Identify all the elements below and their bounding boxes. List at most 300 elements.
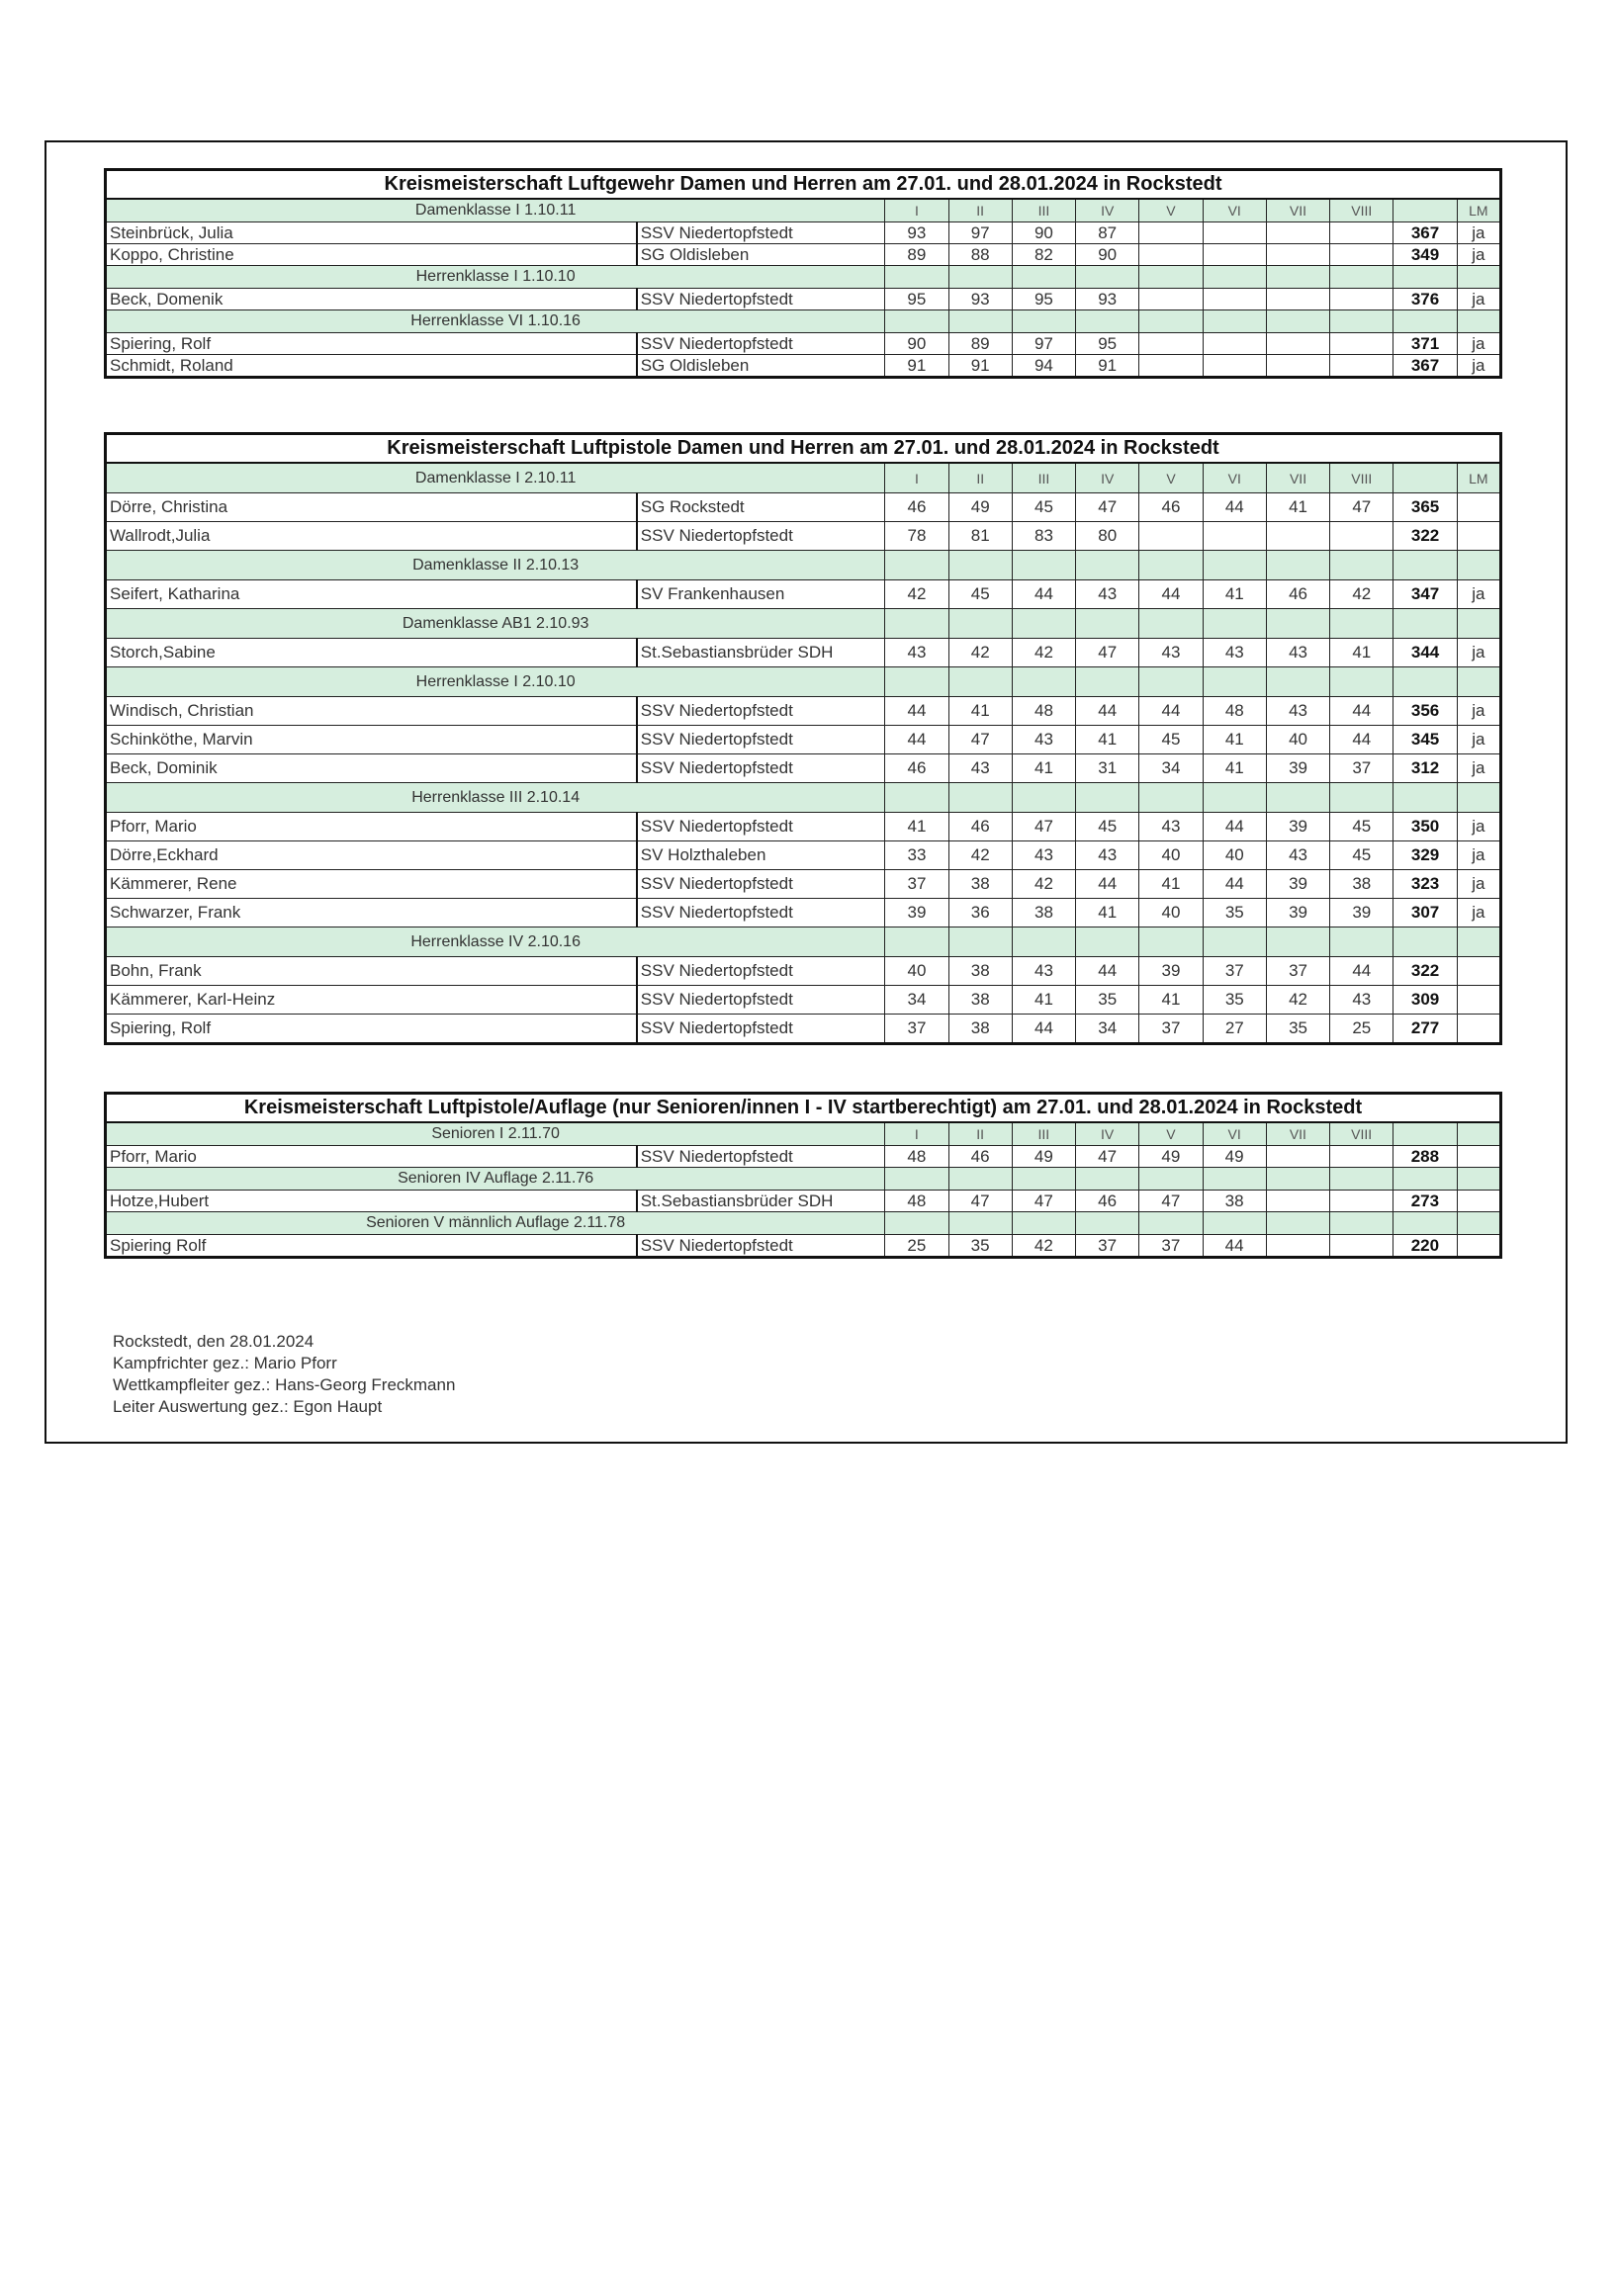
series-score: 44 bbox=[1139, 697, 1203, 726]
athlete-row bbox=[106, 222, 1501, 244]
series-score: 37 bbox=[1330, 754, 1393, 783]
series-score bbox=[1203, 289, 1266, 310]
series-score bbox=[1330, 1146, 1393, 1168]
athlete-row bbox=[106, 870, 1501, 899]
class-label: Damenklasse II 2.10.13 bbox=[106, 551, 885, 580]
series-score: 37 bbox=[1139, 1015, 1203, 1044]
club-name: SSV Niedertopfstedt bbox=[637, 899, 885, 927]
series-header: VII bbox=[1266, 463, 1329, 493]
table-title: Kreismeisterschaft Luftgewehr Damen und Herren am 27.01. und 28.01.2024 in Rockstedt bbox=[106, 170, 1501, 200]
series-score: 89 bbox=[948, 333, 1012, 355]
series-score bbox=[1266, 333, 1329, 355]
series-score: 44 bbox=[1330, 697, 1393, 726]
lm-qualification bbox=[1457, 493, 1500, 522]
signature-footer bbox=[113, 1331, 455, 1418]
lm-header: LM bbox=[1457, 463, 1500, 493]
series-score: 44 bbox=[885, 697, 948, 726]
series-score: 41 bbox=[1076, 899, 1139, 927]
luftpistole-auflage-results-table bbox=[104, 1092, 1502, 1259]
club-name: SSV Niedertopfstedt bbox=[637, 697, 885, 726]
series-score bbox=[1203, 333, 1266, 355]
athlete-name: Dörre, Christina bbox=[106, 493, 637, 522]
series-score: 37 bbox=[1076, 1235, 1139, 1258]
class-header-row bbox=[106, 1122, 1501, 1146]
series-score: 34 bbox=[1076, 1015, 1139, 1044]
club-name: St.Sebastiansbrüder SDH bbox=[637, 1191, 885, 1212]
club-name: SSV Niedertopfstedt bbox=[637, 333, 885, 355]
series-score: 48 bbox=[885, 1146, 948, 1168]
series-score: 41 bbox=[885, 813, 948, 841]
series-header-blank bbox=[1076, 609, 1139, 639]
series-score: 45 bbox=[948, 580, 1012, 609]
series-score: 41 bbox=[1330, 639, 1393, 667]
total-score: 376 bbox=[1393, 289, 1457, 310]
club-name: SSV Niedertopfstedt bbox=[637, 1235, 885, 1258]
athlete-name: Windisch, Christian bbox=[106, 697, 637, 726]
series-header: VI bbox=[1203, 1122, 1266, 1146]
series-header-blank bbox=[1203, 1168, 1266, 1191]
series-score: 42 bbox=[885, 580, 948, 609]
series-score: 35 bbox=[1266, 1015, 1329, 1044]
athlete-name: Beck, Dominik bbox=[106, 754, 637, 783]
lm-header-blank bbox=[1457, 667, 1500, 697]
lm-qualification: ja bbox=[1457, 754, 1500, 783]
athlete-name: Pforr, Mario bbox=[106, 813, 637, 841]
series-score: 46 bbox=[1266, 580, 1329, 609]
series-score: 44 bbox=[885, 726, 948, 754]
lm-qualification: ja bbox=[1457, 580, 1500, 609]
lm-qualification: ja bbox=[1457, 333, 1500, 355]
class-label: Herrenklasse III 2.10.14 bbox=[106, 783, 885, 813]
athlete-row bbox=[106, 726, 1501, 754]
series-score: 43 bbox=[1330, 986, 1393, 1015]
total-score: 277 bbox=[1393, 1015, 1457, 1044]
series-score: 40 bbox=[1203, 841, 1266, 870]
series-score: 49 bbox=[1012, 1146, 1075, 1168]
series-score: 43 bbox=[1266, 639, 1329, 667]
series-score: 47 bbox=[1012, 1191, 1075, 1212]
series-score: 44 bbox=[1330, 726, 1393, 754]
series-score: 91 bbox=[1076, 355, 1139, 378]
series-score: 42 bbox=[948, 639, 1012, 667]
series-score bbox=[1330, 1191, 1393, 1212]
series-score bbox=[1139, 244, 1203, 266]
series-score bbox=[1330, 355, 1393, 378]
series-header-blank bbox=[1266, 551, 1329, 580]
lm-qualification: ja bbox=[1457, 726, 1500, 754]
total-score: 329 bbox=[1393, 841, 1457, 870]
series-header: V bbox=[1139, 199, 1203, 222]
series-header-blank bbox=[1012, 927, 1075, 957]
series-score bbox=[1330, 244, 1393, 266]
series-score bbox=[1139, 289, 1203, 310]
series-header-blank bbox=[1139, 1212, 1203, 1235]
series-header-blank bbox=[1330, 609, 1393, 639]
series-score: 44 bbox=[1076, 697, 1139, 726]
series-score: 83 bbox=[1012, 522, 1075, 551]
series-score: 95 bbox=[885, 289, 948, 310]
total-score: 288 bbox=[1393, 1146, 1457, 1168]
athlete-name: Koppo, Christine bbox=[106, 244, 637, 266]
series-score: 42 bbox=[1012, 870, 1075, 899]
athlete-row bbox=[106, 333, 1501, 355]
series-score: 45 bbox=[1330, 813, 1393, 841]
table-title: Kreismeisterschaft Luftpistole Damen und Herren am 27.01. und 28.01.2024 in Rockstedt bbox=[106, 434, 1501, 464]
lm-qualification: ja bbox=[1457, 355, 1500, 378]
club-name: SSV Niedertopfstedt bbox=[637, 1015, 885, 1044]
series-score: 37 bbox=[1203, 957, 1266, 986]
series-header-blank bbox=[948, 1212, 1012, 1235]
series-score: 94 bbox=[1012, 355, 1075, 378]
series-score: 41 bbox=[1139, 870, 1203, 899]
series-score: 35 bbox=[1203, 899, 1266, 927]
series-score: 42 bbox=[1330, 580, 1393, 609]
lm-qualification: ja bbox=[1457, 289, 1500, 310]
class-label: Herrenklasse IV 2.10.16 bbox=[106, 927, 885, 957]
series-score: 47 bbox=[1076, 493, 1139, 522]
series-header-blank bbox=[948, 310, 1012, 333]
club-name: SSV Niedertopfstedt bbox=[637, 289, 885, 310]
series-score: 48 bbox=[885, 1191, 948, 1212]
club-name: SSV Niedertopfstedt bbox=[637, 1146, 885, 1168]
series-score: 37 bbox=[885, 870, 948, 899]
club-name: SG Oldisleben bbox=[637, 244, 885, 266]
class-label: Senioren IV Auflage 2.11.76 bbox=[106, 1168, 885, 1191]
series-header: V bbox=[1139, 463, 1203, 493]
lm-qualification bbox=[1457, 522, 1500, 551]
series-header: VII bbox=[1266, 199, 1329, 222]
lm-qualification bbox=[1457, 1146, 1501, 1168]
series-score bbox=[1330, 522, 1393, 551]
series-score: 46 bbox=[948, 1146, 1012, 1168]
series-score: 37 bbox=[885, 1015, 948, 1044]
club-name: SSV Niedertopfstedt bbox=[637, 813, 885, 841]
athlete-name: Beck, Domenik bbox=[106, 289, 637, 310]
series-score: 49 bbox=[948, 493, 1012, 522]
total-header-blank bbox=[1393, 310, 1457, 333]
class-label: Senioren I 2.11.70 bbox=[106, 1122, 885, 1146]
series-score: 44 bbox=[1076, 870, 1139, 899]
series-score: 46 bbox=[1139, 493, 1203, 522]
series-score: 47 bbox=[948, 726, 1012, 754]
series-header-blank bbox=[1076, 1212, 1139, 1235]
series-score: 44 bbox=[1330, 957, 1393, 986]
series-score: 78 bbox=[885, 522, 948, 551]
series-header-blank bbox=[1266, 783, 1329, 813]
series-header-blank bbox=[1076, 667, 1139, 697]
series-score: 46 bbox=[1076, 1191, 1139, 1212]
total-score: 365 bbox=[1393, 493, 1457, 522]
series-score: 41 bbox=[1012, 754, 1075, 783]
series-score: 43 bbox=[1139, 639, 1203, 667]
club-name: SSV Niedertopfstedt bbox=[637, 986, 885, 1015]
class-header-row bbox=[106, 609, 1501, 639]
athlete-name: Wallrodt,Julia bbox=[106, 522, 637, 551]
series-score: 35 bbox=[948, 1235, 1012, 1258]
athlete-name: Steinbrück, Julia bbox=[106, 222, 637, 244]
total-header-blank bbox=[1393, 927, 1457, 957]
series-score: 45 bbox=[1139, 726, 1203, 754]
lm-qualification: ja bbox=[1457, 870, 1500, 899]
lm-qualification: ja bbox=[1457, 841, 1500, 870]
series-header-blank bbox=[1012, 310, 1075, 333]
series-header-blank bbox=[948, 1168, 1012, 1191]
series-header-blank bbox=[1076, 783, 1139, 813]
series-header-blank bbox=[1139, 1168, 1203, 1191]
series-score: 40 bbox=[1139, 899, 1203, 927]
total-score: 345 bbox=[1393, 726, 1457, 754]
table-title: Kreismeisterschaft Luftpistole/Auflage (nur Senioren/innen I - IV startberechtigt) am 27.01. und 28.01.2024 in Rockstedt bbox=[106, 1094, 1501, 1123]
series-header-blank bbox=[1330, 667, 1393, 697]
series-header-blank bbox=[1330, 1212, 1393, 1235]
series-header-blank bbox=[1012, 609, 1075, 639]
athlete-name: Kämmerer, Karl-Heinz bbox=[106, 986, 637, 1015]
series-score: 41 bbox=[1139, 986, 1203, 1015]
series-score: 97 bbox=[948, 222, 1012, 244]
series-score: 25 bbox=[885, 1235, 948, 1258]
lm-qualification bbox=[1457, 1015, 1500, 1044]
series-header-blank bbox=[1203, 609, 1266, 639]
athlete-name: Schwarzer, Frank bbox=[106, 899, 637, 927]
series-header-blank bbox=[1203, 1212, 1266, 1235]
athlete-row bbox=[106, 1015, 1501, 1044]
series-score: 88 bbox=[948, 244, 1012, 266]
lm-qualification bbox=[1457, 957, 1500, 986]
total-header-blank bbox=[1393, 1212, 1457, 1235]
series-score bbox=[1266, 289, 1329, 310]
series-score: 97 bbox=[1012, 333, 1075, 355]
series-header-blank bbox=[885, 266, 948, 289]
series-score: 44 bbox=[1203, 493, 1266, 522]
series-score: 44 bbox=[1203, 870, 1266, 899]
series-score: 43 bbox=[1012, 726, 1075, 754]
athlete-name: Schmidt, Roland bbox=[106, 355, 637, 378]
series-score: 49 bbox=[1203, 1146, 1266, 1168]
series-score bbox=[1266, 522, 1329, 551]
club-name: SSV Niedertopfstedt bbox=[637, 522, 885, 551]
series-score: 39 bbox=[1139, 957, 1203, 986]
series-header-blank bbox=[885, 783, 948, 813]
series-score: 48 bbox=[1203, 697, 1266, 726]
lm-qualification bbox=[1457, 1235, 1501, 1258]
series-score: 43 bbox=[948, 754, 1012, 783]
club-name: SV Holzthaleben bbox=[637, 841, 885, 870]
series-score: 82 bbox=[1012, 244, 1075, 266]
total-score: 322 bbox=[1393, 957, 1457, 986]
series-header-blank bbox=[1203, 551, 1266, 580]
series-score: 89 bbox=[885, 244, 948, 266]
series-header-blank bbox=[1012, 1168, 1075, 1191]
athlete-row bbox=[106, 957, 1501, 986]
series-header-blank bbox=[885, 551, 948, 580]
total-score: 350 bbox=[1393, 813, 1457, 841]
footer-place-date: Rockstedt, den 28.01.2024 bbox=[113, 1332, 315, 1351]
total-score: 309 bbox=[1393, 986, 1457, 1015]
class-label: Senioren V männlich Auflage 2.11.78 bbox=[106, 1212, 885, 1235]
series-header: II bbox=[948, 1122, 1012, 1146]
athlete-row bbox=[106, 355, 1501, 378]
lm-header-blank bbox=[1457, 551, 1500, 580]
series-header-blank bbox=[948, 667, 1012, 697]
class-header-row bbox=[106, 783, 1501, 813]
total-header-blank bbox=[1393, 667, 1457, 697]
series-score: 90 bbox=[1076, 244, 1139, 266]
series-score: 25 bbox=[1330, 1015, 1393, 1044]
series-score bbox=[1330, 289, 1393, 310]
lm-header-blank bbox=[1457, 609, 1500, 639]
athlete-row bbox=[106, 1146, 1501, 1168]
series-header: V bbox=[1139, 1122, 1203, 1146]
athlete-row bbox=[106, 841, 1501, 870]
lm-header-blank bbox=[1457, 783, 1500, 813]
total-score: 367 bbox=[1393, 355, 1457, 378]
luftpistole-results-table bbox=[104, 432, 1502, 1045]
series-score: 39 bbox=[1266, 754, 1329, 783]
series-score: 43 bbox=[885, 639, 948, 667]
series-header-blank bbox=[1139, 783, 1203, 813]
series-score bbox=[1266, 244, 1329, 266]
athlete-row bbox=[106, 244, 1501, 266]
series-header-blank bbox=[1139, 551, 1203, 580]
series-score: 38 bbox=[1330, 870, 1393, 899]
series-score bbox=[1330, 333, 1393, 355]
athlete-row bbox=[106, 813, 1501, 841]
club-name: SG Oldisleben bbox=[637, 355, 885, 378]
lm-qualification: ja bbox=[1457, 222, 1500, 244]
lm-qualification: ja bbox=[1457, 899, 1500, 927]
series-header-blank bbox=[1139, 667, 1203, 697]
athlete-row bbox=[106, 1191, 1501, 1212]
series-score: 47 bbox=[1012, 813, 1075, 841]
total-score: 356 bbox=[1393, 697, 1457, 726]
total-score: 322 bbox=[1393, 522, 1457, 551]
series-score: 34 bbox=[885, 986, 948, 1015]
series-score bbox=[1266, 1235, 1329, 1258]
series-score: 81 bbox=[948, 522, 1012, 551]
athlete-name: Dörre,Eckhard bbox=[106, 841, 637, 870]
athlete-row bbox=[106, 899, 1501, 927]
series-score: 45 bbox=[1330, 841, 1393, 870]
series-score: 34 bbox=[1139, 754, 1203, 783]
series-score: 43 bbox=[1266, 697, 1329, 726]
series-header: VIII bbox=[1330, 463, 1393, 493]
series-score: 40 bbox=[1139, 841, 1203, 870]
athlete-row bbox=[106, 522, 1501, 551]
series-header-blank bbox=[1203, 310, 1266, 333]
series-header: III bbox=[1012, 199, 1075, 222]
series-header-blank bbox=[1266, 266, 1329, 289]
series-header-blank bbox=[885, 1168, 948, 1191]
series-header-blank bbox=[1330, 310, 1393, 333]
series-header-blank bbox=[948, 927, 1012, 957]
series-score bbox=[1203, 244, 1266, 266]
series-score: 39 bbox=[1266, 870, 1329, 899]
series-header-blank bbox=[1139, 310, 1203, 333]
club-name: SSV Niedertopfstedt bbox=[637, 957, 885, 986]
lm-qualification: ja bbox=[1457, 697, 1500, 726]
series-header-blank bbox=[885, 927, 948, 957]
series-score: 93 bbox=[1076, 289, 1139, 310]
series-score: 42 bbox=[1012, 639, 1075, 667]
athlete-row bbox=[106, 697, 1501, 726]
series-score bbox=[1330, 222, 1393, 244]
series-header: IV bbox=[1076, 463, 1139, 493]
series-score: 42 bbox=[948, 841, 1012, 870]
series-score: 43 bbox=[1012, 841, 1075, 870]
series-score: 27 bbox=[1203, 1015, 1266, 1044]
series-score: 90 bbox=[885, 333, 948, 355]
series-score bbox=[1203, 522, 1266, 551]
series-header: VIII bbox=[1330, 199, 1393, 222]
lm-header: LM bbox=[1457, 199, 1500, 222]
class-label: Herrenklasse VI 1.10.16 bbox=[106, 310, 885, 333]
athlete-row bbox=[106, 289, 1501, 310]
series-score: 36 bbox=[948, 899, 1012, 927]
series-score: 44 bbox=[1012, 1015, 1075, 1044]
series-score: 41 bbox=[1203, 754, 1266, 783]
total-score: 349 bbox=[1393, 244, 1457, 266]
series-header-blank bbox=[1330, 266, 1393, 289]
table-title-row bbox=[106, 434, 1501, 464]
series-score bbox=[1266, 1146, 1329, 1168]
luftgewehr-results-table bbox=[104, 168, 1502, 379]
series-score: 39 bbox=[1266, 899, 1329, 927]
total-header-blank bbox=[1393, 266, 1457, 289]
series-score: 39 bbox=[1266, 813, 1329, 841]
club-name: SSV Niedertopfstedt bbox=[637, 222, 885, 244]
class-header-row bbox=[106, 1212, 1501, 1235]
lm-qualification: ja bbox=[1457, 813, 1500, 841]
series-score: 43 bbox=[1203, 639, 1266, 667]
class-label: Herrenklasse I 1.10.10 bbox=[106, 266, 885, 289]
series-score: 40 bbox=[885, 957, 948, 986]
series-header-blank bbox=[1139, 266, 1203, 289]
series-header-blank bbox=[1330, 551, 1393, 580]
series-score: 44 bbox=[1203, 1235, 1266, 1258]
lm-header-blank bbox=[1457, 310, 1500, 333]
series-score: 41 bbox=[1203, 580, 1266, 609]
athlete-name: Kämmerer, Rene bbox=[106, 870, 637, 899]
series-score: 38 bbox=[1012, 899, 1075, 927]
lm-header-blank bbox=[1457, 927, 1500, 957]
series-header: III bbox=[1012, 463, 1075, 493]
series-score: 40 bbox=[1266, 726, 1329, 754]
series-score: 41 bbox=[1203, 726, 1266, 754]
total-header-blank bbox=[1393, 609, 1457, 639]
series-header-blank bbox=[1076, 927, 1139, 957]
footer-evaluation-lead: Leiter Auswertung gez.: Egon Haupt bbox=[113, 1397, 383, 1416]
series-header-blank bbox=[1076, 1168, 1139, 1191]
series-header-blank bbox=[1330, 927, 1393, 957]
footer-referee: Kampfrichter gez.: Mario Pforr bbox=[113, 1354, 337, 1372]
club-name: SSV Niedertopfstedt bbox=[637, 870, 885, 899]
total-score: 220 bbox=[1393, 1235, 1457, 1258]
series-score: 42 bbox=[1012, 1235, 1075, 1258]
total-header-blank bbox=[1393, 1168, 1457, 1191]
series-header-blank bbox=[1330, 1168, 1393, 1191]
series-score: 90 bbox=[1012, 222, 1075, 244]
series-header-blank bbox=[885, 667, 948, 697]
lm-qualification: ja bbox=[1457, 244, 1500, 266]
athlete-row bbox=[106, 1235, 1501, 1258]
total-score: 347 bbox=[1393, 580, 1457, 609]
series-score: 93 bbox=[885, 222, 948, 244]
series-header: IV bbox=[1076, 199, 1139, 222]
athlete-row bbox=[106, 639, 1501, 667]
class-header-row bbox=[106, 463, 1501, 493]
series-score: 87 bbox=[1076, 222, 1139, 244]
athlete-name: Bohn, Frank bbox=[106, 957, 637, 986]
